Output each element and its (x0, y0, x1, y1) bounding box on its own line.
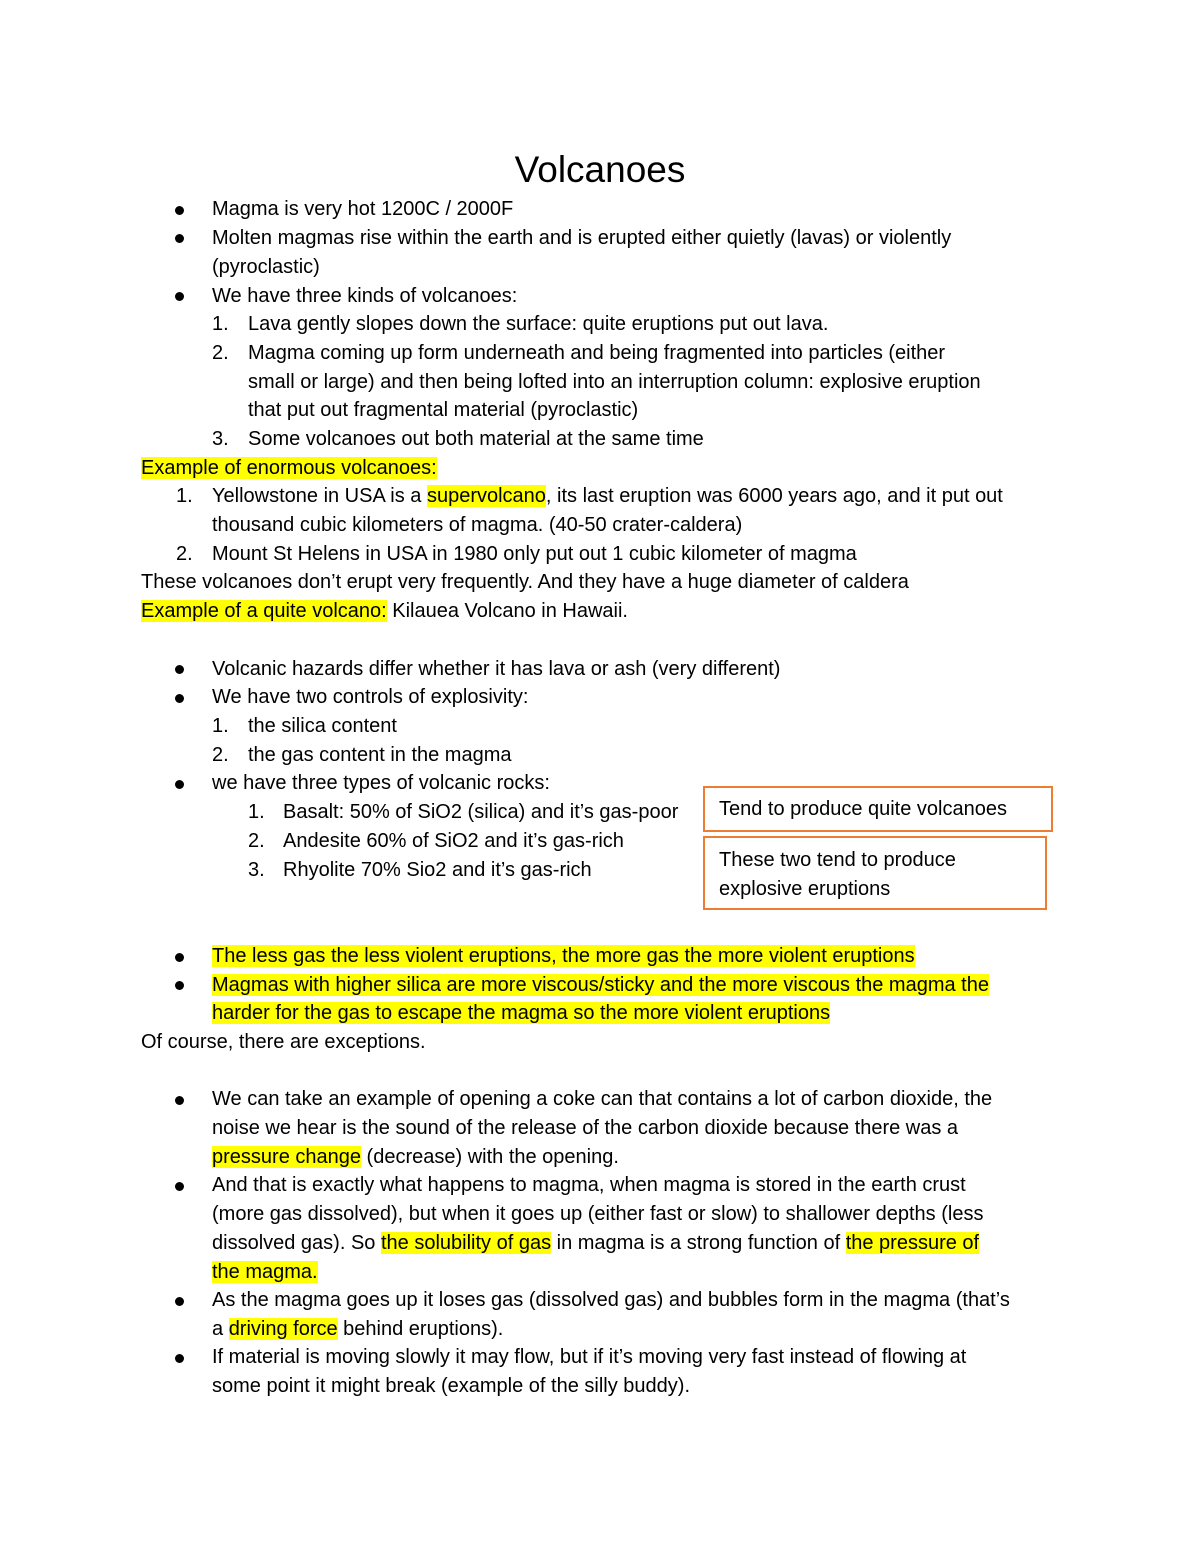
list-item-text: that put out fragmental material (pyroclastic) (248, 399, 639, 421)
bullet-icon (175, 1096, 184, 1105)
bullet-text: some point it might break (example of the silly buddy). (212, 1375, 690, 1397)
list-item-text: Mount St Helens in USA in 1980 only put out 1 cubic kilometer of magma (212, 543, 857, 565)
page-title: Volcanoes (514, 149, 686, 190)
list-item-text: Basalt: 50% of SiO2 (silica) and it’s gas-poor (283, 801, 679, 823)
list-item-text: Lava gently slopes down the surface: quite eruptions put out lava. (248, 313, 829, 335)
highlighted-text: harder for the gas to escape the magma so the more violent eruptions (212, 1002, 831, 1024)
bullet-icon (175, 234, 184, 243)
list-item-text: Andesite 60% of SiO2 and it’s gas-rich (283, 830, 624, 852)
bullet-text: (more gas dissolved), but when it goes up (either fast or slow) to shallower depths (less (212, 1203, 984, 1225)
bullet-text: we have three types of volcanic rocks: (212, 772, 550, 794)
bullet-text: If material is moving slowly it may flow, but if it’s moving very fast instead of flowing at (212, 1346, 967, 1368)
text-run: Yellowstone in USA is a (212, 485, 427, 507)
callout-box-explosive (703, 836, 1047, 910)
text-run: in magma is a strong function of (551, 1232, 846, 1254)
list-number: 3. (212, 428, 229, 450)
text-run: , its last eruption was 6000 years ago, and it put out (545, 485, 1003, 507)
bullet-icon (175, 1182, 184, 1191)
paragraph: Of course, there are exceptions. (141, 1031, 426, 1053)
list-number: 1. (212, 313, 229, 335)
bullet-text: We can take an example of opening a coke can that contains a lot of carbon dioxide, the (212, 1088, 993, 1110)
bullet-text (212, 999, 830, 1027)
bullet-text (212, 1315, 503, 1343)
bullet-icon (175, 780, 184, 789)
highlighted-term: the pressure of (845, 1232, 980, 1254)
list-item-text (212, 482, 1003, 510)
bullet-text (212, 1143, 619, 1171)
highlighted-text: The less gas the less violent eruptions, the more gas the more violent eruptions (212, 945, 915, 967)
highlighted-term: driving force (228, 1318, 338, 1340)
callout-text: explosive eruptions (719, 878, 891, 900)
bullet-text: (pyroclastic) (212, 256, 320, 278)
highlighted-term: supervolcano (426, 485, 546, 507)
bullet-text: Molten magmas rise within the earth and is erupted either quietly (lavas) or violently (212, 227, 952, 249)
bullet-icon (175, 694, 184, 703)
paragraph (141, 597, 628, 625)
bullet-icon (175, 953, 184, 962)
bullet-text (212, 1229, 979, 1257)
highlighted-term: the magma. (212, 1261, 318, 1283)
callout-text: Tend to produce quite volcanoes (719, 798, 1007, 820)
text-run: Kilauea Volcano in Hawaii. (386, 600, 628, 622)
list-number: 2. (248, 830, 265, 852)
list-number: 2. (212, 744, 229, 766)
list-number: 2. (212, 342, 229, 364)
paragraph (141, 454, 437, 482)
list-item-text: small or large) and then being lofted into an interruption column: explosive eruption (248, 371, 981, 393)
bullet-text: Volcanic hazards differ whether it has lava or ash (very different) (212, 658, 781, 680)
highlighted-heading: Example of enormous volcanoes: (141, 457, 437, 479)
bullet-text (212, 1258, 318, 1286)
text-run: behind eruptions). (337, 1318, 504, 1340)
list-item-text: Magma coming up form underneath and being fragmented into particles (either (248, 342, 946, 364)
callout-box-quiet (703, 786, 1053, 832)
list-item-text: thousand cubic kilometers of magma. (40-50 crater-caldera) (212, 514, 743, 536)
list-item-text: the silica content (248, 715, 397, 737)
bullet-icon (175, 1297, 184, 1306)
bullet-text: We have three kinds of volcanoes: (212, 285, 518, 307)
list-item-text: Rhyolite 70% Sio2 and it’s gas-rich (283, 859, 592, 881)
highlighted-term: pressure change (212, 1146, 361, 1168)
list-number: 2. (176, 543, 193, 565)
bullet-icon (175, 292, 184, 301)
bullet-text: As the magma goes up it loses gas (dissolved gas) and bubbles form in the magma (that’s (212, 1289, 1010, 1311)
text-run: a (212, 1318, 229, 1340)
bullet-icon (175, 665, 184, 674)
list-item-text: the gas content in the magma (248, 744, 512, 766)
highlighted-text: Magmas with higher silica are more viscous/sticky and the more viscous the magma the (212, 974, 989, 996)
bullet-text: We have two controls of explosivity: (212, 686, 529, 708)
list-number: 1. (248, 801, 265, 823)
bullet-icon (175, 206, 184, 215)
paragraph: These volcanoes don’t erupt very frequently. And they have a huge diameter of caldera (141, 571, 909, 593)
bullet-text: noise we hear is the sound of the release of the carbon dioxide because there was a (212, 1117, 959, 1139)
highlighted-term: the solubility of gas (380, 1232, 552, 1254)
bullet-icon (175, 981, 184, 990)
text-run: (decrease) with the opening. (360, 1146, 619, 1168)
list-number: 1. (212, 715, 229, 737)
bullet-text: And that is exactly what happens to magma, when magma is stored in the earth crust (212, 1174, 966, 1196)
list-item-text: Some volcanoes out both material at the same time (248, 428, 704, 450)
text-run: dissolved gas). So (212, 1232, 381, 1254)
bullet-icon (175, 1354, 184, 1363)
bullet-text (212, 971, 989, 999)
highlighted-heading: Example of a quite volcano: (141, 600, 387, 622)
list-number: 1. (176, 485, 193, 507)
callout-text: These two tend to produce (719, 849, 956, 871)
list-number: 3. (248, 859, 265, 881)
bullet-text: Magma is very hot 1200C / 2000F (212, 198, 514, 220)
bullet-text (212, 942, 915, 970)
